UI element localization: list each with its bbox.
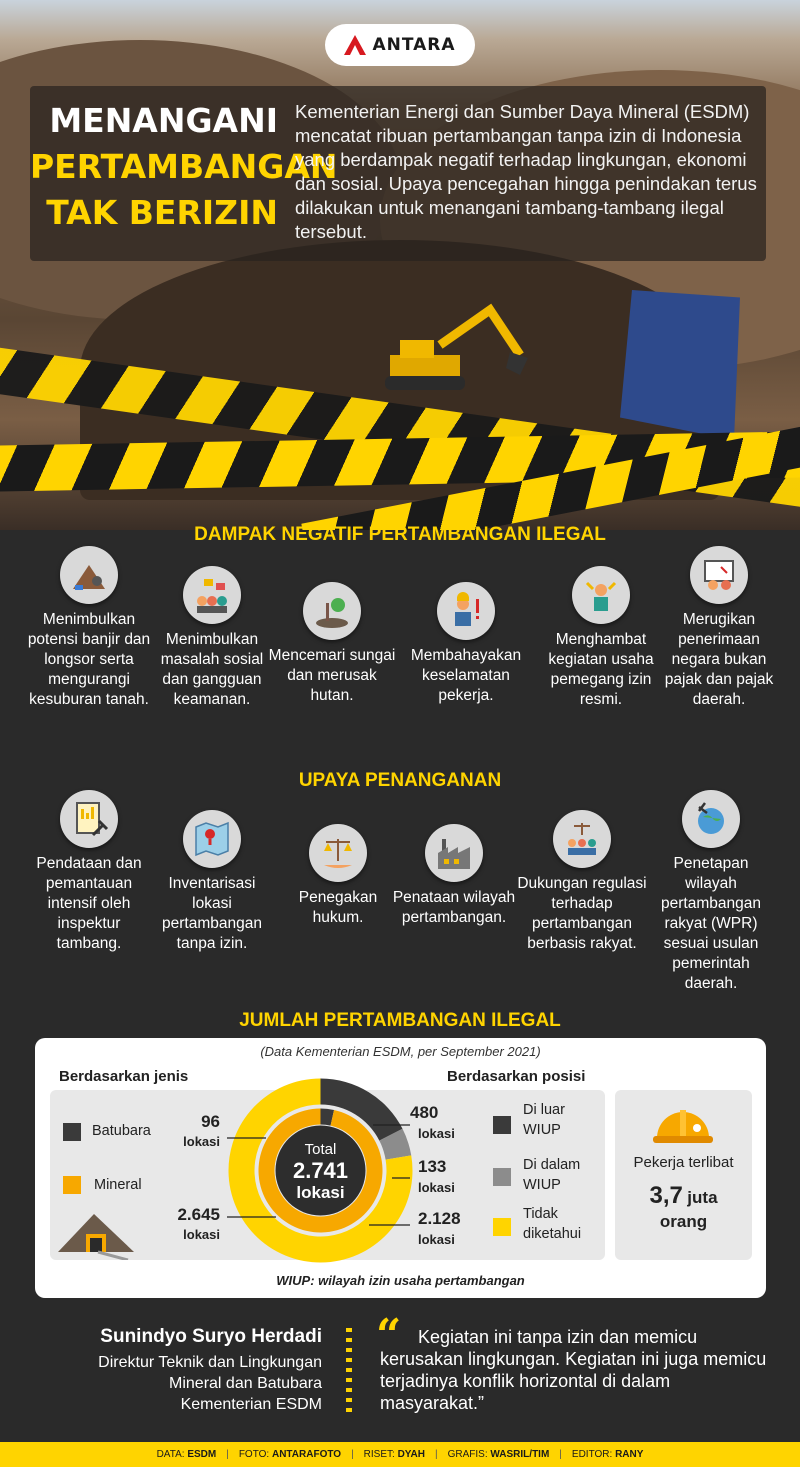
legend-label-inside-wiup: Di dalam xyxy=(523,1157,581,1173)
legend-label-inside-wiup-2: WIUP xyxy=(523,1177,561,1193)
action-item xyxy=(273,824,403,928)
impact-text: Menimbulkan masalah sosial dan gangguan keamanan. xyxy=(160,631,264,708)
legend-label-outside-wiup: Di luar xyxy=(523,1102,565,1118)
action-item xyxy=(517,810,647,954)
batubara-unit: lokasi xyxy=(183,1134,220,1149)
justice-scale-icon xyxy=(309,824,367,882)
intro-paragraph: Kementerian Energi dan Sumber Daya Mineral (ESDM) mencatat ribuan pertambangan tanpa izin di Indonesia yang berdampak negatif terhadap lingkungan, ekonomi dan sosial. Upaya pencegahan hingga penindakan terus dilakukan untuk menangani tambang-tambang ilegal tersebut. xyxy=(295,101,757,242)
workers-figure xyxy=(615,1182,752,1210)
separator: | xyxy=(559,1449,562,1460)
quote-text: Kegiatan ini tanpa izin dan memicu kerusakan lingkungan. Kegiatan ini juga memicu terjadinya konflik horizontal di dalam masyarakat.” xyxy=(380,1327,767,1413)
quote-mark-icon: “ xyxy=(376,1310,402,1361)
separator: | xyxy=(226,1449,229,1460)
credit-editor: EDITOR: RANY xyxy=(571,1449,644,1460)
by-type-label: Berdasarkan jenis xyxy=(59,1068,189,1085)
worker-danger-icon xyxy=(437,582,495,640)
credits-footer xyxy=(0,1442,800,1467)
outside-wiup-value: 480 xyxy=(410,1103,439,1122)
impact-text: Mencemari sungai dan merusak hutan. xyxy=(268,647,396,704)
unknown-value: 2.128 xyxy=(418,1209,461,1228)
globe-mining-icon xyxy=(682,790,740,848)
by-position-label: Berdasarkan posisi xyxy=(447,1068,586,1085)
page-title xyxy=(30,98,338,236)
unknown-unit: lokasi xyxy=(418,1232,455,1247)
legend-swatch-batubara xyxy=(63,1123,81,1141)
impact-item xyxy=(536,566,666,710)
stats-title: JUMLAH PERTAMBANGAN ILEGAL xyxy=(239,1010,561,1031)
impact-text: Merugikan penerimaan negara bukan pajak dan pajak daerah. xyxy=(664,611,774,708)
report-pickaxe-icon xyxy=(60,790,118,848)
antara-logo xyxy=(325,24,475,66)
legend-swatch-mineral xyxy=(63,1176,81,1194)
credit-riset: RISET: DYAH xyxy=(363,1449,425,1460)
action-item xyxy=(389,824,519,928)
data-source: (Data Kementerian ESDM, per September 2021) xyxy=(260,1044,541,1059)
legend-swatch-inside-wiup xyxy=(493,1168,511,1186)
hero-photo xyxy=(0,0,800,530)
workers-panel xyxy=(615,1090,752,1260)
legend-label-unknown-2: diketahui xyxy=(523,1226,582,1242)
action-text: Dukungan regulasi terhadap pertambangan berbasis rakyat. xyxy=(517,875,647,952)
legend-label-mineral: Mineral xyxy=(94,1177,142,1193)
author-role-1: Direktur Teknik dan Lingkungan xyxy=(98,1354,322,1371)
impact-item xyxy=(401,582,531,706)
separator: | xyxy=(351,1449,354,1460)
workers-unit-1: juta xyxy=(687,1188,718,1207)
impact-text: Menimbulkan potensi banjir dan longsor serta mengurangi kesuburan tanah. xyxy=(27,611,151,708)
mineral-unit: lokasi xyxy=(183,1227,220,1242)
impact-item xyxy=(267,582,397,706)
action-text: Penataan wilayah pertambangan. xyxy=(392,889,516,926)
title-line-1: MENANGANI xyxy=(49,101,278,140)
dotted-divider xyxy=(346,1328,352,1414)
action-item xyxy=(24,790,154,954)
legend-swatch-unknown xyxy=(493,1218,511,1236)
legend-swatch-outside-wiup xyxy=(493,1116,511,1134)
legend-label-outside-wiup-2: WIUP xyxy=(523,1122,561,1138)
action-text: Pendataan dan pemantauan intensif oleh inspektur tambang. xyxy=(36,855,142,952)
map-location-icon xyxy=(183,810,241,868)
legend-label-unknown: Tidak xyxy=(523,1206,558,1222)
title-line-3: TAK BERIZIN xyxy=(46,193,278,232)
frustrated-person-icon xyxy=(572,566,630,624)
inside-wiup-value: 133 xyxy=(418,1157,447,1176)
protest-crowd-icon xyxy=(183,566,241,624)
workers-value: 3,7 xyxy=(649,1182,683,1209)
legend-label-batubara: Batubara xyxy=(92,1123,151,1139)
wiup-note: WIUP: wilayah izin usaha pertambangan xyxy=(276,1273,525,1288)
excavator-icon xyxy=(380,300,530,395)
donut-chart xyxy=(228,1078,413,1263)
quote-author xyxy=(22,1326,322,1415)
author-role-2: Mineral dan Batubara xyxy=(169,1375,322,1392)
impact-item xyxy=(654,546,784,710)
action-text: Inventarisasi lokasi pertambangan tanpa izin. xyxy=(162,875,262,952)
workers-label: Pekerja terlibat xyxy=(633,1154,734,1171)
action-text: Penetapan wilayah pertambangan rakyat (WPR) sesuai usulan pemerintah daerah. xyxy=(661,855,761,992)
community-law-icon xyxy=(553,810,611,868)
action-text: Penegakan hukum. xyxy=(298,889,378,926)
inside-wiup-unit: lokasi xyxy=(418,1180,455,1195)
mineral-value: 2.645 xyxy=(177,1205,220,1224)
action-item xyxy=(646,790,776,994)
total-label: Total xyxy=(304,1141,337,1158)
impact-item xyxy=(147,566,277,710)
logo-text: ANTARA xyxy=(372,35,456,55)
impacts-title: DAMPAK NEGATIF PERTAMBANGAN ILEGAL xyxy=(194,524,606,545)
mine-entrance-icon xyxy=(58,1208,134,1260)
impact-item xyxy=(24,546,154,710)
polluted-land-icon xyxy=(303,582,361,640)
author-name: Sunindyo Suryo Herdadi xyxy=(100,1326,322,1347)
credit-data: DATA: ESDM xyxy=(156,1449,217,1460)
factory-icon xyxy=(425,824,483,882)
impact-text: Membahayakan keselamatan pekerja. xyxy=(410,647,522,704)
hard-hat-icon xyxy=(651,1098,715,1150)
author-role-3: Kementerian ESDM xyxy=(180,1396,322,1413)
total-value: 2.741 xyxy=(292,1158,349,1183)
impact-text: Menghambat kegiatan usaha pemegang izin resmi. xyxy=(548,631,654,708)
action-item xyxy=(147,810,277,954)
batubara-value: 96 xyxy=(201,1112,220,1131)
title-line-2: PERTAMBANGAN xyxy=(30,147,338,186)
workers-unit-2: orang xyxy=(659,1212,708,1231)
total-unit: lokasi xyxy=(296,1183,345,1202)
credit-foto: FOTO: ANTARAFOTO xyxy=(238,1449,342,1460)
landslide-icon xyxy=(60,546,118,604)
blue-tarp xyxy=(620,290,740,440)
antara-logo-icon xyxy=(344,35,366,55)
credit-grafis: GRAFIS: WASRIL/TIM xyxy=(447,1449,550,1460)
tax-loss-icon xyxy=(690,546,748,604)
separator: | xyxy=(435,1449,438,1460)
outside-wiup-unit: lokasi xyxy=(418,1126,455,1141)
actions-title: UPAYA PENANGANAN xyxy=(298,770,502,791)
